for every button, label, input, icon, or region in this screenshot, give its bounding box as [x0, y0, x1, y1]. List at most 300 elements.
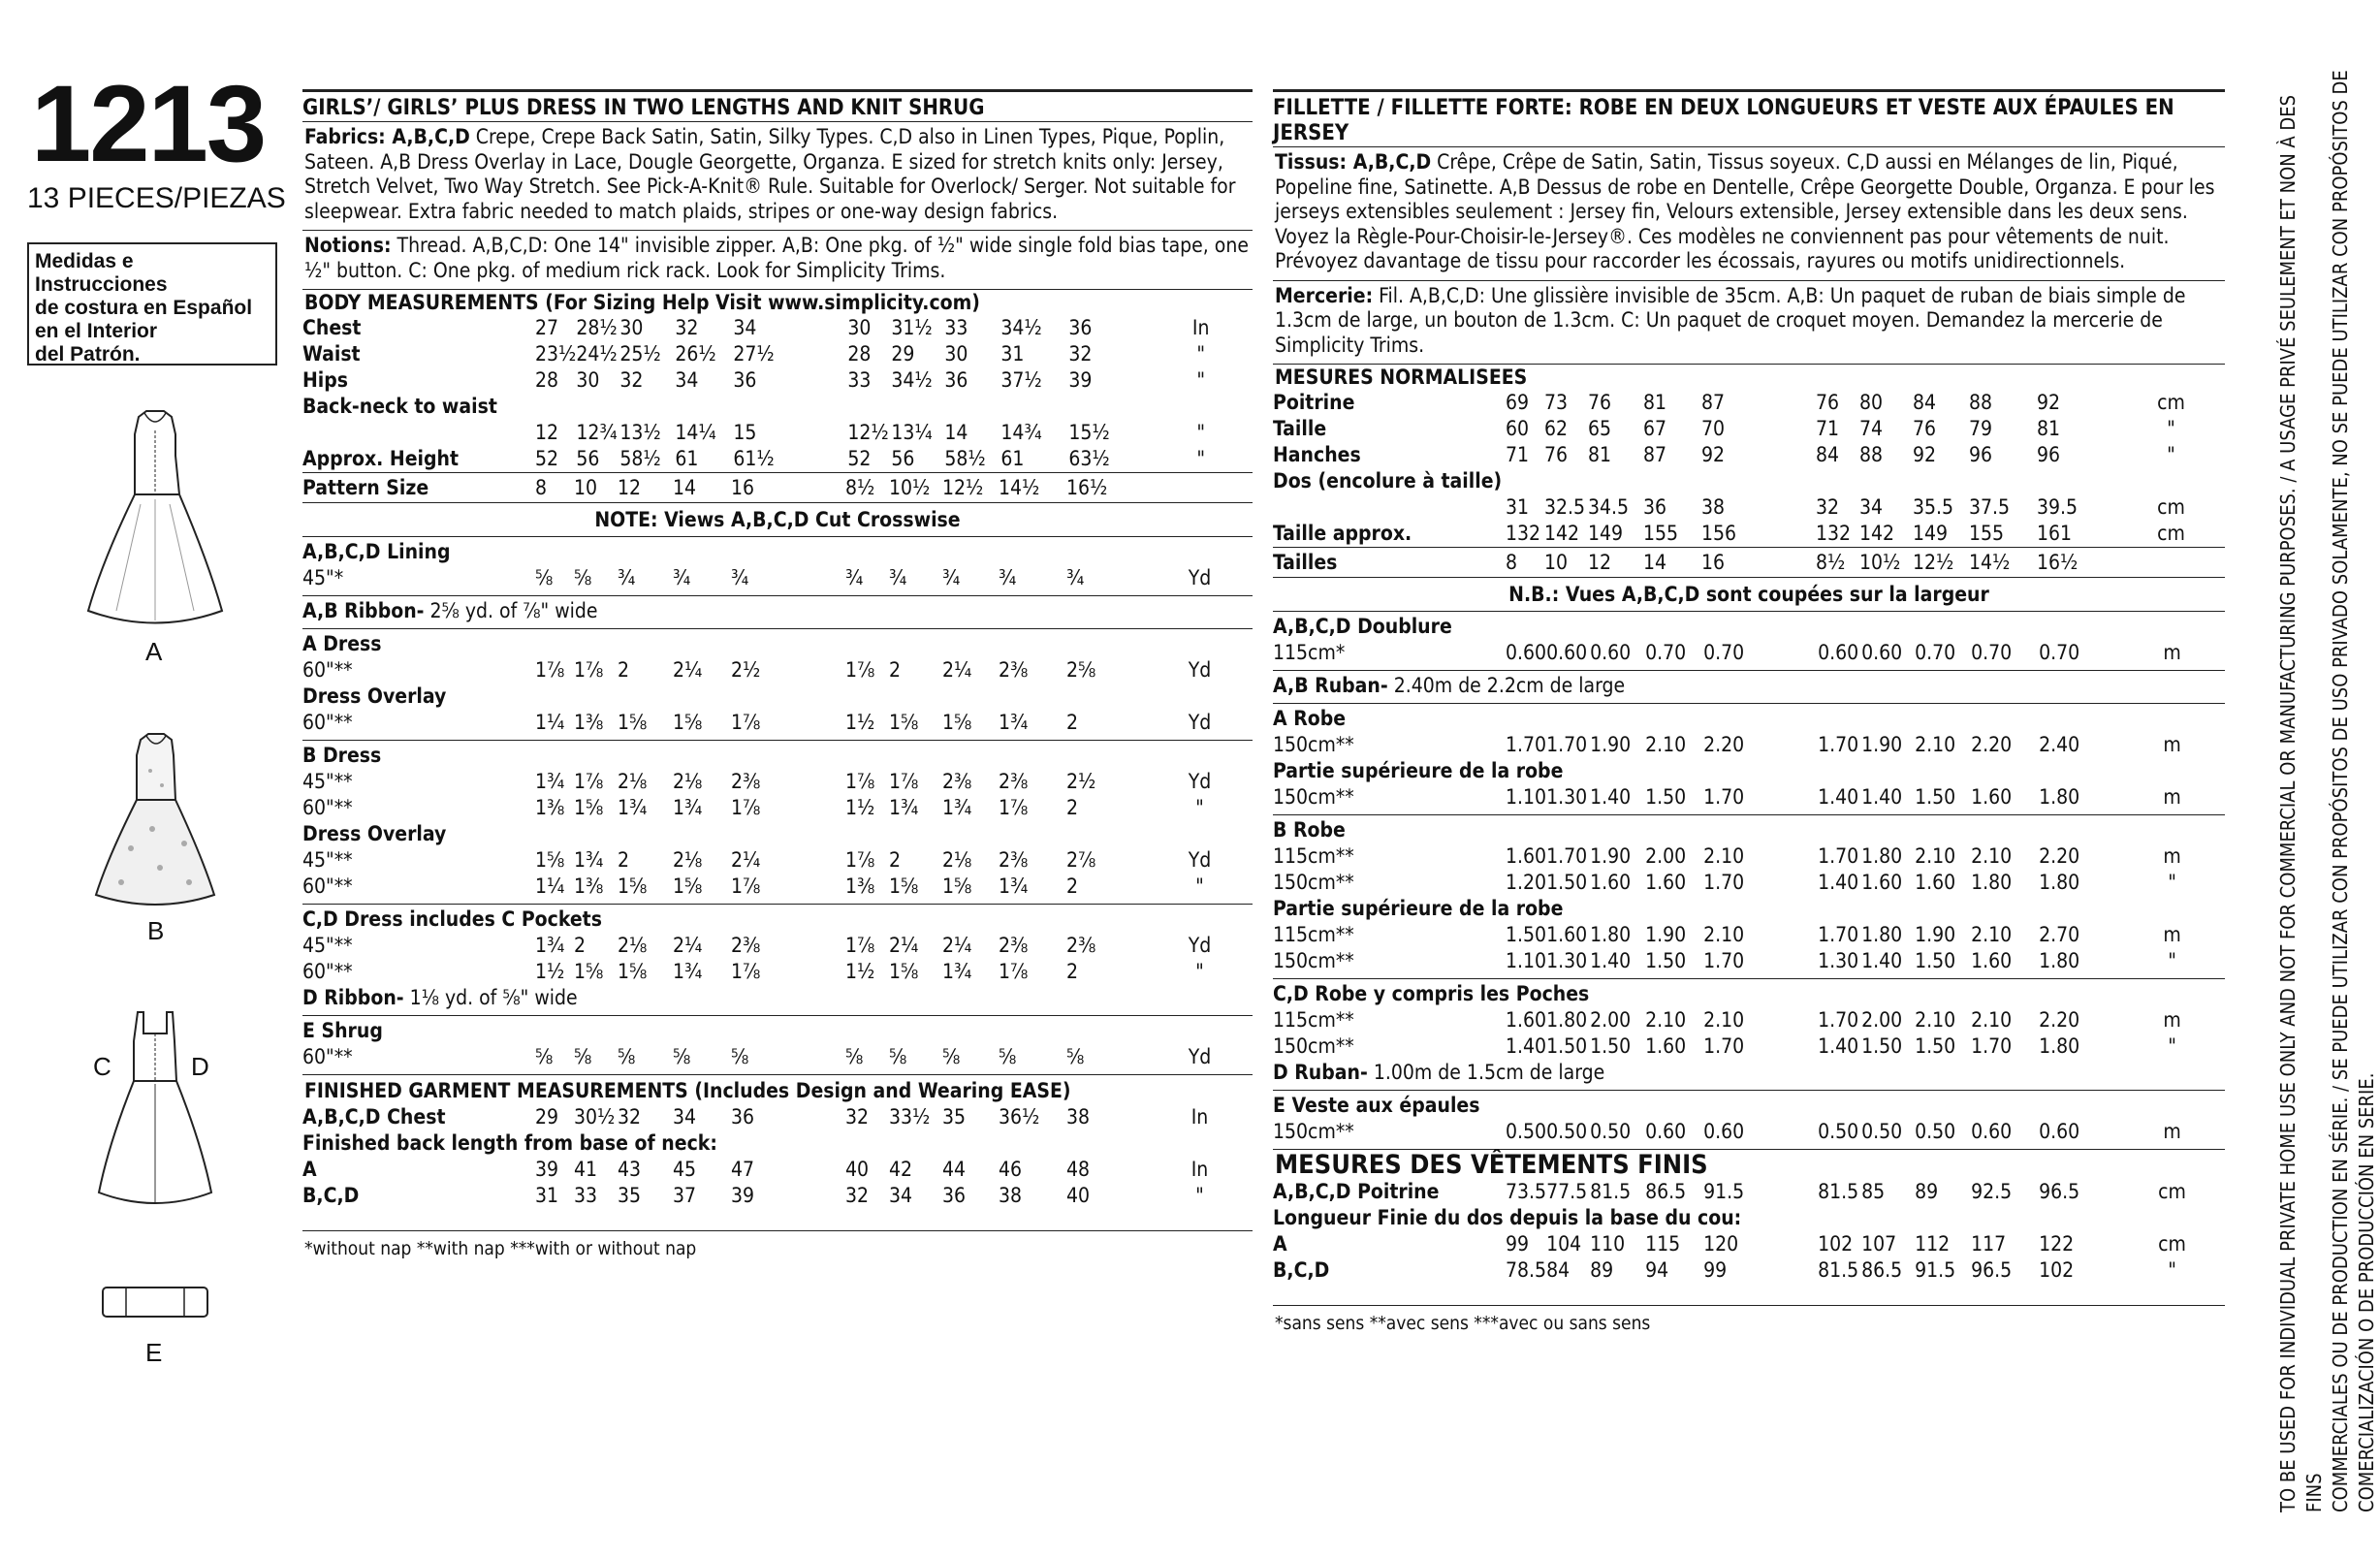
size-value: 33	[574, 1184, 598, 1207]
view-b-dress-sketch	[92, 732, 218, 911]
row-label: Tailles	[1273, 551, 1338, 574]
size-value: 35.5	[1913, 495, 1954, 519]
measurement-row	[302, 657, 1253, 684]
size-value: 1.80	[2039, 1034, 2080, 1058]
size-value: 63½	[1068, 447, 1110, 470]
size-value: 2⅜	[942, 770, 972, 793]
size-value: 161	[2037, 522, 2073, 545]
size-value: 115	[1645, 1232, 1681, 1256]
measurement-row	[1273, 948, 2225, 974]
size-value: 1⅜	[535, 796, 565, 819]
unit: cm	[2158, 1180, 2186, 1203]
size-value: ⅝	[535, 1045, 554, 1068]
size-value: 2.10	[1971, 1008, 2013, 1032]
size-value: 0.50	[1590, 1120, 1632, 1143]
size-value: 56	[891, 447, 915, 470]
size-value: 2½	[1066, 770, 1096, 793]
row-label: A,B,C,D Chest	[302, 1105, 446, 1129]
english-column	[302, 89, 1253, 1260]
size-value: 92.5	[1971, 1180, 2013, 1203]
ribbon-text: 1.00m de 1.5cm de large	[1367, 1061, 1605, 1084]
block-heading-row	[302, 1018, 1253, 1044]
size-value: 1.60	[1915, 871, 1956, 894]
measurement-row	[1273, 1033, 2225, 1060]
size-value: 12	[535, 421, 559, 444]
size-value: 1¾	[673, 960, 703, 983]
size-value: ¾	[673, 566, 691, 589]
yardage-block	[1273, 703, 2225, 814]
spanish-line: del Patrón.	[35, 343, 141, 366]
usage-disclaimer	[2275, 58, 2380, 1512]
ribbon-label: D Ruban-	[1273, 1061, 1368, 1084]
measurement-row	[1273, 521, 2225, 547]
size-value: 12½	[847, 421, 889, 444]
size-value: ¾	[618, 566, 636, 589]
unit: Yd	[1188, 658, 1212, 682]
row-label: 45"*	[302, 566, 344, 589]
cut-note: NOTE: Views A,B,C,D Cut Crosswise	[302, 502, 1253, 536]
measurement-row	[302, 473, 1253, 502]
size-value: 132	[1506, 522, 1541, 545]
measurement-row	[1273, 1007, 2225, 1033]
size-value: 33	[944, 316, 968, 339]
size-value: 96	[1969, 443, 1993, 466]
size-value: 70	[1701, 417, 1726, 440]
size-value: 36	[733, 368, 757, 392]
size-value: 1½	[845, 711, 875, 734]
size-value: 2¼	[673, 934, 703, 957]
notions-text: Fil. A,B,C,D: Une glissière invisible de 35cm. A,B: Un paquet de ruban de biais simple de 1.3cm de large, un bouton de 1.3cm. C: Un paquet de croquet moyen. Demandez la mercerie de Simplicity Trims.	[1275, 283, 2186, 357]
unit: "	[2168, 871, 2176, 894]
size-value: 1.60	[1546, 923, 1588, 946]
size-value: 1.90	[1861, 733, 1903, 756]
measurement-row	[302, 315, 1253, 341]
size-value: 1⅞	[731, 711, 761, 734]
size-value: 62	[1544, 417, 1569, 440]
size-value: 1.30	[1546, 949, 1588, 972]
yardage-block	[1273, 978, 2225, 1090]
size-value: 23½	[535, 342, 577, 366]
size-value: 56	[576, 447, 600, 470]
size-value: 10	[574, 476, 598, 499]
size-value: 8	[1506, 551, 1518, 574]
size-value: 1¾	[618, 796, 648, 819]
size-value: 99	[1703, 1258, 1728, 1282]
size-value: ⅝	[618, 1045, 636, 1068]
view-label-b: B	[147, 916, 165, 945]
unit: m	[2163, 641, 2181, 664]
size-value: 31	[535, 1184, 559, 1207]
size-value: 71	[1506, 443, 1530, 466]
size-value: 2.10	[1703, 1008, 1745, 1032]
size-value	[1000, 394, 1068, 420]
row-label: 45"**	[302, 848, 353, 872]
body-measurements	[1273, 364, 2225, 547]
measurement-row	[1273, 922, 2225, 948]
size-value: 2⅜	[1066, 934, 1096, 957]
size-value: 87	[1643, 443, 1667, 466]
unit: "	[2168, 1258, 2176, 1282]
size-value	[576, 394, 619, 420]
size-value: 36	[944, 368, 968, 392]
yardage-block	[1273, 1090, 2225, 1149]
size-value: 12¾	[576, 421, 618, 444]
size-value: 1⅝	[618, 874, 648, 898]
size-value: 44	[942, 1158, 967, 1181]
size-value: 14	[1643, 551, 1667, 574]
ribbon-row	[1273, 1060, 2225, 1086]
nap-footnote: *without nap **with nap ***with or without nap	[302, 1230, 1253, 1260]
size-value: ⅝	[889, 1045, 907, 1068]
row-label: 150cm**	[1273, 949, 1354, 972]
size-value: 1.70	[1818, 1008, 1859, 1032]
ribbon-text: 2.40m de 2.2cm de large	[1387, 674, 1626, 697]
measurement-row	[302, 565, 1253, 591]
size-value: 27½	[733, 342, 775, 366]
size-value: 15	[733, 421, 757, 444]
size-value: 25½	[619, 342, 661, 366]
finished-subheading: Finished back length from base of neck:	[302, 1131, 717, 1155]
size-value: 32.5	[1544, 495, 1586, 519]
row-label: Hanches	[1273, 443, 1361, 466]
size-value: 91.5	[1915, 1258, 1956, 1282]
size-value: 96.5	[1971, 1258, 2013, 1282]
size-value: 1⅞	[574, 770, 604, 793]
size-value: 12½	[942, 476, 984, 499]
size-value: 1¾	[535, 770, 565, 793]
size-value: 2.20	[2039, 844, 2080, 868]
spanish-line: Medidas e Instrucciones	[35, 250, 168, 296]
size-value: 1.40	[1861, 785, 1903, 809]
finished-subheading-row	[1273, 1205, 2225, 1231]
size-value: 110	[1590, 1232, 1626, 1256]
size-value: 2.10	[1703, 844, 1745, 868]
size-value: 1.50	[1590, 1034, 1632, 1058]
size-value: 1.50	[1546, 871, 1588, 894]
size-value: 32	[618, 1105, 642, 1129]
size-value: 12	[618, 476, 642, 499]
size-value: 155	[1969, 522, 2005, 545]
size-value	[1506, 468, 1544, 494]
size-value: 1⅝	[673, 711, 703, 734]
yardage-block	[1273, 814, 2225, 978]
size-value: ⅝	[1066, 1045, 1085, 1068]
size-value	[1544, 468, 1588, 494]
size-value: 0.60	[1645, 1120, 1687, 1143]
measurement-row	[302, 1044, 1253, 1070]
size-value: 1⅝	[942, 874, 972, 898]
size-value: 81	[2037, 417, 2061, 440]
size-value: 88	[1859, 443, 1884, 466]
size-value: 1⅝	[618, 960, 648, 983]
size-value: 2⅜	[999, 934, 1029, 957]
row-label	[1273, 494, 1506, 521]
block-heading-row	[1273, 896, 2225, 922]
size-value: 1.70	[1703, 949, 1745, 972]
size-value: ⅝	[731, 1045, 749, 1068]
row-label: Poitrine	[1273, 391, 1355, 414]
finished-subheading-row	[302, 1130, 1253, 1157]
row-label: Taille approx.	[1273, 522, 1412, 545]
size-value: ⅝	[845, 1045, 864, 1068]
ribbon-text: 1⅛ yd. of ⅝" wide	[403, 986, 578, 1009]
size-value: 32	[845, 1105, 870, 1129]
size-value: ⅝	[999, 1045, 1017, 1068]
size-value: 2	[889, 658, 902, 682]
french-column	[1273, 89, 2225, 1335]
size-value: 1.40	[1506, 1034, 1547, 1058]
view-label-c: C	[93, 1052, 111, 1081]
size-value: 2.00	[1590, 1008, 1632, 1032]
size-value: 38	[1701, 495, 1726, 519]
size-value: 1.50	[1915, 785, 1956, 809]
block-heading: Partie supérieure de la robe	[1273, 759, 1564, 782]
size-value: 85	[1861, 1180, 1886, 1203]
size-value: 65	[1588, 417, 1612, 440]
size-value	[1588, 468, 1643, 494]
size-value: 80	[1859, 391, 1884, 414]
size-value: 45	[673, 1158, 697, 1181]
size-value: 1.70	[1971, 1034, 2013, 1058]
size-value: 36	[1643, 495, 1667, 519]
size-value: 30½	[574, 1105, 616, 1129]
disclaimer-line: TO BE USED FOR INDIVIDUAL PRIVATE HOME USE ONLY AND NOT FOR COMMERCIAL OR MANUFACTURING PURPOSES. / A USAGE PRIVÉ SEULEMENT ET NON À DES FINS	[2276, 94, 2326, 1512]
measurement-row	[302, 769, 1253, 795]
row-label: Hips	[302, 368, 349, 392]
size-value: 89	[1590, 1258, 1614, 1282]
row-label: Back-neck to waist	[302, 395, 497, 418]
size-value: 1.20	[1506, 871, 1547, 894]
size-value: 86.5	[1861, 1258, 1903, 1282]
size-value: 1⅞	[535, 658, 565, 682]
size-value: 30	[576, 368, 600, 392]
size-value: 1⅞	[999, 796, 1029, 819]
block-heading: B Dress	[302, 744, 382, 767]
unit	[2117, 468, 2225, 494]
ribbon-label: A,B Ribbon-	[302, 599, 425, 622]
size-value: 73.5	[1506, 1180, 1547, 1203]
size-value: 1⅜	[574, 874, 604, 898]
size-value: 14½	[1969, 551, 2011, 574]
fabrics-text: Crêpe, Crêpe de Satin, Satin, Tissus soyeux. C,D aussi en Mélanges de lin, Piqué, Popeline fine, Satinette. A,B Dessus de robe en Dentelle, Crêpe Georgette Double, Organza. E pour les jerseys extensibles seulement : Jersey fin, Velours extensible, Jersey extensible dans les deux sens. Voyez la Règle-Pour-Choisir-le-Jersey®. Ces modèles ne conviennent pas pour vêtements de nuit. Prévoyez davantage de tissu pour raccorder les écossais, rayures ou motifs unidirectionnels.	[1275, 150, 2215, 272]
size-value: ¾	[731, 566, 749, 589]
size-value: 2⅜	[731, 770, 761, 793]
size-value: 34½	[891, 368, 933, 392]
disclaimer-line: COMMERCIALES OU DE PRODUCTION EN SÉRIE. / SE PUEDE UTILIZAR CON PROPÓSITOS DE USO PRIVADO SOLAMENTE, NO SE PUEDE UTILIZAR CON PROPÓSITOS DE COMERCIALIZACIÓN O DE PRODUCCIÓN EN SERIE.	[2329, 70, 2378, 1512]
size-value: 39.5	[2037, 495, 2079, 519]
size-value: 81	[1588, 443, 1612, 466]
unit: "	[2167, 443, 2175, 466]
block-heading: A Dress	[302, 632, 382, 655]
size-value: 37.5	[1969, 495, 2011, 519]
block-heading-row	[302, 821, 1253, 847]
ribbon-row	[302, 985, 1253, 1011]
size-value: 0.60	[1861, 641, 1903, 664]
block-heading: A,B,C,D Lining	[302, 540, 451, 563]
unit: m	[2163, 844, 2181, 868]
size-value: 0.50	[1506, 1120, 1547, 1143]
size-value: 34	[889, 1184, 913, 1207]
size-value: 40	[1066, 1184, 1091, 1207]
size-value: 12	[1588, 551, 1612, 574]
size-value: 1.30	[1818, 949, 1859, 972]
unit: "	[2167, 417, 2175, 440]
size-value: 16	[731, 476, 755, 499]
row-label: 60"**	[302, 1045, 353, 1068]
measurement-row	[302, 1157, 1253, 1183]
unit: Yd	[1188, 1045, 1212, 1068]
size-value	[1969, 468, 2037, 494]
size-value: 0.70	[2039, 641, 2080, 664]
row-label: Waist	[302, 342, 361, 366]
size-value: 87	[1701, 391, 1726, 414]
size-value: 35	[618, 1184, 642, 1207]
size-value: 61	[675, 447, 699, 470]
size-value: 1⅞	[731, 960, 761, 983]
ribbon-label: D Ribbon-	[302, 986, 404, 1009]
fabrics-section	[302, 121, 1253, 230]
size-value	[847, 394, 891, 420]
left-panel	[0, 0, 286, 1558]
size-value: 2⅛	[673, 770, 703, 793]
size-value: 91.5	[1703, 1180, 1745, 1203]
measurement-row	[302, 933, 1253, 959]
size-value: 28	[535, 368, 559, 392]
block-heading-row	[302, 539, 1253, 565]
fabrics-section	[1273, 146, 2225, 280]
size-value: 122	[2039, 1232, 2075, 1256]
measurement-row	[1273, 468, 2225, 494]
size-value: 34½	[1000, 316, 1042, 339]
size-value	[1913, 468, 1969, 494]
size-value: 1½	[845, 796, 875, 819]
size-value: 31	[1000, 342, 1025, 366]
size-value: 1.50	[1546, 1034, 1588, 1058]
unit	[1147, 473, 1253, 502]
size-value: 1.40	[1818, 1034, 1859, 1058]
block-heading-row	[302, 684, 1253, 710]
unit: cm	[2158, 1232, 2186, 1256]
unit: "	[1196, 342, 1206, 366]
size-value: 84	[1546, 1258, 1571, 1282]
size-value: 1.90	[1915, 923, 1956, 946]
row-label: 115cm**	[1273, 923, 1354, 946]
size-value: 13¼	[891, 421, 933, 444]
size-value: 36	[942, 1184, 967, 1207]
size-value: 31	[1506, 495, 1530, 519]
body-header: MESURES NORMALISEES	[1275, 366, 1528, 389]
size-value: 0.60	[1590, 641, 1632, 664]
size-value: 1.40	[1818, 871, 1859, 894]
size-value: 26½	[675, 342, 716, 366]
unit: m	[2163, 1008, 2181, 1032]
size-value: 34	[1859, 495, 1884, 519]
size-value: 60	[1506, 417, 1530, 440]
size-value: 10	[1544, 551, 1569, 574]
spanish-line: de costura en Español	[35, 297, 253, 319]
size-value: 34	[733, 316, 757, 339]
size-value	[2037, 468, 2117, 494]
size-value: 96	[2037, 443, 2061, 466]
size-value: 39	[535, 1158, 559, 1181]
size-value: 1.80	[1861, 844, 1903, 868]
row-label: 60"**	[302, 711, 353, 734]
size-value: 2.20	[2039, 1008, 2080, 1032]
measurement-row	[302, 847, 1253, 874]
size-value: 29	[535, 1105, 559, 1129]
measurement-row	[1273, 390, 2225, 416]
size-value: 2.10	[1915, 1008, 1956, 1032]
size-value: 13½	[619, 421, 661, 444]
size-value: ¾	[1066, 566, 1085, 589]
size-value: 1⅝	[889, 960, 919, 983]
size-value: 142	[1859, 522, 1895, 545]
size-value: 1⅞	[889, 770, 919, 793]
unit: m	[2163, 785, 2181, 809]
measurement-row	[1273, 494, 2225, 521]
size-value: 1.60	[1506, 844, 1547, 868]
size-value: 1.70	[1703, 785, 1745, 809]
size-value: 89	[1915, 1180, 1939, 1203]
unit: m	[2163, 733, 2181, 756]
measurement-row	[302, 341, 1253, 367]
size-value: 38	[1066, 1105, 1091, 1129]
measurement-row	[1273, 640, 2225, 666]
size-value: 73	[1544, 391, 1569, 414]
size-value: 0.70	[1915, 641, 1956, 664]
measurement-row	[302, 959, 1253, 985]
block-heading: B Robe	[1273, 818, 1346, 842]
section-title: GIRLS’/ GIRLS’ PLUS DRESS IN TWO LENGTHS AND KNIT SHRUG	[302, 89, 1253, 121]
finished-measurements	[302, 1074, 1253, 1209]
size-value: 1⅞	[731, 796, 761, 819]
size-value	[1701, 468, 1816, 494]
block-heading: C,D Robe y compris les Poches	[1273, 982, 1590, 1005]
size-value: 1.30	[1546, 785, 1588, 809]
size-value: 92	[1913, 443, 1937, 466]
size-value: 1½	[535, 960, 565, 983]
size-value: 1¾	[889, 796, 919, 819]
block-heading: Dress Overlay	[302, 684, 447, 708]
size-value: 16½	[2037, 551, 2079, 574]
view-e-shrug-sketch	[97, 1280, 213, 1328]
size-value: 2.10	[1971, 923, 2013, 946]
size-value: 1.40	[1590, 949, 1632, 972]
size-value: 1⅝	[618, 711, 648, 734]
ribbon-row	[1273, 673, 2225, 699]
size-value: 1.70	[1546, 733, 1588, 756]
notions-section	[302, 230, 1253, 289]
size-value: 142	[1544, 522, 1580, 545]
size-value: 102	[2039, 1258, 2075, 1282]
size-value: 1.80	[1546, 1008, 1588, 1032]
size-value: 40	[845, 1158, 870, 1181]
finished-measurements	[1273, 1149, 2225, 1284]
yardage-block	[302, 1015, 1253, 1074]
unit	[2117, 548, 2225, 577]
size-value: 1.10	[1506, 949, 1547, 972]
notions-label: Mercerie:	[1275, 283, 1374, 307]
block-heading-row	[1273, 758, 2225, 784]
size-value: 1.50	[1645, 949, 1687, 972]
size-value: 35	[942, 1105, 967, 1129]
size-value: 0.60	[1818, 641, 1859, 664]
size-value: 1¾	[535, 934, 565, 957]
unit: cm	[2157, 391, 2185, 414]
size-value: 1.70	[1703, 1034, 1745, 1058]
block-heading: A,B,C,D Doublure	[1273, 615, 1452, 638]
size-value: 1.90	[1590, 733, 1632, 756]
